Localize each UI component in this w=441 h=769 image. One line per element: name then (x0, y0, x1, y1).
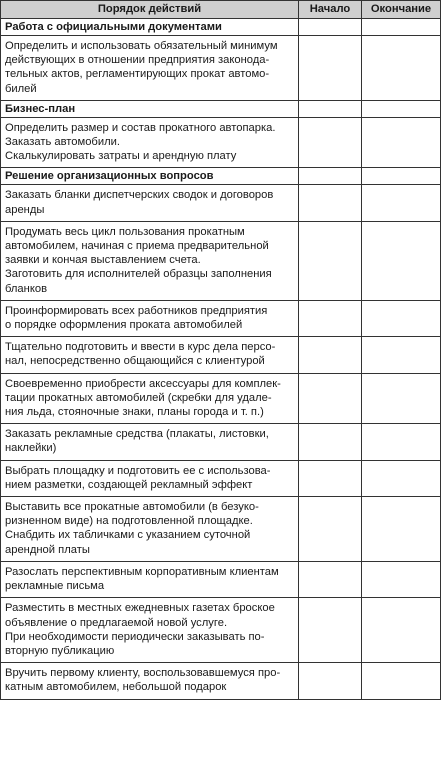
end-cell (362, 373, 441, 424)
task-cell (1, 598, 299, 663)
start-cell (299, 497, 362, 562)
end-cell (362, 19, 441, 36)
table-row (1, 460, 441, 496)
section-row (1, 19, 441, 36)
task-text-line: Разместить в местных ежедневных газетах броское (5, 602, 275, 615)
task-cell (1, 300, 299, 336)
task-cell (1, 424, 299, 460)
task-text-line: бланков (5, 282, 48, 295)
end-cell (362, 561, 441, 597)
task-text-line: катным автомобилем, небольшой подарок (5, 681, 227, 694)
table-row (1, 185, 441, 221)
end-cell (362, 598, 441, 663)
end-cell (362, 185, 441, 221)
task-text-line: тации прокатных автомобилей (скребки для удале- (5, 391, 272, 404)
table-row (1, 373, 441, 424)
task-text-line: автомобилем, начиная с приема предварительной (5, 240, 269, 253)
table-header-row (1, 1, 441, 19)
task-text-line: Решение организационных вопросов (5, 170, 214, 183)
task-text-line: о порядке оформления проката автомобилей (5, 319, 243, 332)
task-text-line: Определить размер и состав прокатного автопарка. (5, 121, 276, 134)
task-text-line: Продумать весь цикл пользования прокатным (5, 225, 245, 238)
table-row (1, 300, 441, 336)
task-text-line: Заказать бланки диспетчерских сводок и договоров (5, 189, 274, 202)
section-row (1, 100, 441, 117)
start-cell (299, 460, 362, 496)
end-cell (362, 300, 441, 336)
table-row (1, 117, 441, 168)
task-cell (1, 36, 299, 101)
task-text-line: билей (5, 82, 37, 95)
start-cell (299, 663, 362, 699)
header-start: Начало (299, 1, 362, 19)
task-text-line: При необходимости периодически заказывать по- (5, 630, 265, 643)
end-cell (362, 36, 441, 101)
task-cell (1, 185, 299, 221)
start-cell (299, 185, 362, 221)
task-text-line: Выбрать площадку и подготовить ее с использова- (5, 464, 271, 477)
task-cell (1, 460, 299, 496)
end-cell (362, 337, 441, 373)
task-text-line: тельных актов, регламентирующих прокат автомо- (5, 68, 270, 81)
task-text-line: аренды (5, 203, 45, 216)
task-cell (1, 337, 299, 373)
table-row (1, 221, 441, 300)
task-text-line: Определить и использовать обязательный минимум (5, 40, 278, 52)
end-cell (362, 221, 441, 300)
task-text-line: объявление о предлагаемой новой услуге. (5, 616, 228, 629)
task-cell (1, 117, 299, 168)
task-text-line: Своевременно приобрести аксессуары для комплек- (5, 377, 281, 390)
task-text-line: Скалькулировать затраты и арендную плату (5, 150, 237, 163)
start-cell (299, 100, 362, 117)
task-cell (1, 561, 299, 597)
task-text-line: наклейки) (5, 442, 57, 455)
header-task: Порядок действий (1, 1, 299, 19)
header-end: Окончание (362, 1, 441, 19)
task-text-line: ризненном виде) на подготовленной площадке. (5, 515, 253, 528)
start-cell (299, 117, 362, 168)
table-row (1, 497, 441, 562)
table-body (1, 19, 441, 700)
table-row (1, 598, 441, 663)
task-text-line: нал, непосредственно общающийся с клиентурой (5, 355, 265, 368)
section-title (1, 19, 299, 36)
task-text-line: арендной платы (5, 543, 90, 556)
end-cell (362, 424, 441, 460)
task-text-line: Заказать рекламные средства (плакаты, листовки, (5, 428, 269, 441)
start-cell (299, 300, 362, 336)
task-text-line: вторную публикацию (5, 644, 115, 657)
task-text-line: нием разметки, создающей рекламный эффект (5, 478, 253, 491)
table-row (1, 424, 441, 460)
table-row (1, 561, 441, 597)
task-cell (1, 497, 299, 562)
start-cell (299, 168, 362, 185)
task-text-line: рекламные письма (5, 580, 105, 593)
task-text-line: Разослать перспективным корпоративным клиентам (5, 565, 279, 578)
task-text-line: заявки и кончая выставлением счета. (5, 254, 201, 267)
task-text-line: Вручить первому клиенту, воспользовавшемуся про- (5, 667, 281, 680)
table-row (1, 337, 441, 373)
start-cell (299, 19, 362, 36)
task-text-line: Заказать автомобили. (5, 136, 120, 149)
table-row (1, 36, 441, 101)
table-row (1, 663, 441, 699)
task-text-line: Заготовить для исполнителей образцы заполнения (5, 268, 272, 281)
start-cell (299, 221, 362, 300)
task-text-line: Тщательно подготовить и ввести в курс дела персо- (5, 341, 276, 354)
task-cell (1, 221, 299, 300)
end-cell (362, 460, 441, 496)
task-text-line: Проинформировать всех работников предприятия (5, 304, 268, 317)
end-cell (362, 663, 441, 699)
start-cell (299, 561, 362, 597)
task-text-line: ния льда, стояночные знаки, планы города и т. п.) (5, 406, 264, 419)
task-text-line: действующих в отношении предприятия законода- (5, 54, 270, 67)
section-row (1, 168, 441, 185)
start-cell (299, 36, 362, 101)
end-cell (362, 100, 441, 117)
task-cell (1, 663, 299, 699)
task-text-line: Снабдить их табличками с указанием суточной (5, 529, 251, 542)
task-text-line: Работа с официальными документами (5, 21, 222, 33)
start-cell (299, 337, 362, 373)
end-cell (362, 168, 441, 185)
end-cell (362, 497, 441, 562)
end-cell (362, 117, 441, 168)
start-cell (299, 373, 362, 424)
task-cell (1, 373, 299, 424)
start-cell (299, 424, 362, 460)
section-title (1, 100, 299, 117)
start-cell (299, 598, 362, 663)
task-text-line: Бизнес-план (5, 102, 76, 115)
task-text-line: Выставить все прокатные автомобили (в безуко- (5, 501, 259, 514)
section-title (1, 168, 299, 185)
